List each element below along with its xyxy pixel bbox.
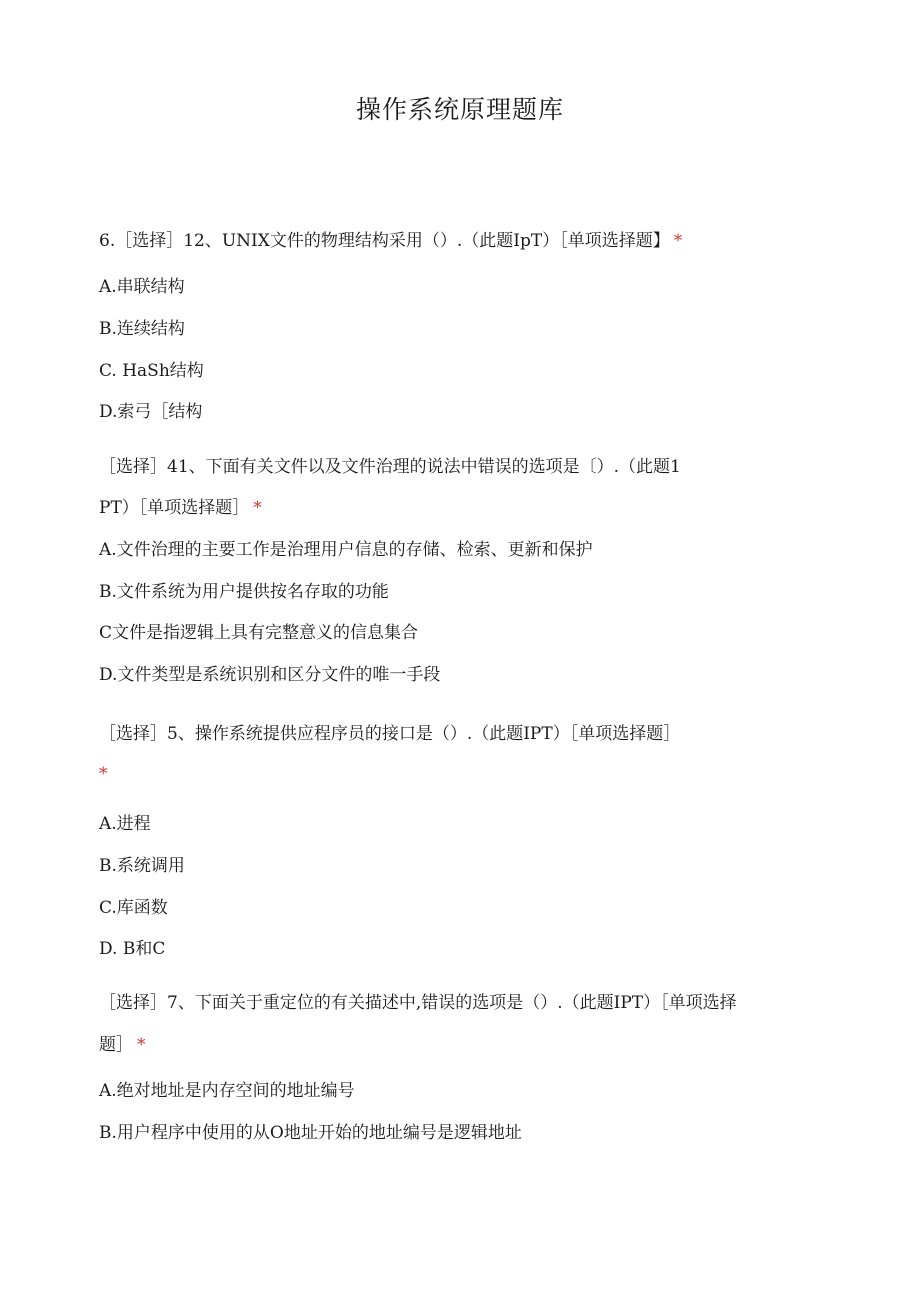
question-4-stem-line-1: ［选择］7、下面关于重定位的有关描述中,错误的选项是（）.（此题IPT）［单项选择: [99, 993, 737, 1013]
question-1-option-d: D.索弓［结构: [99, 402, 203, 422]
question-3-stem-line-1: ［选择］5、操作系统提供应程序员的接口是（）.（此题IPT）［单项选择题］: [99, 724, 681, 744]
question-4-stem-line-2: [99, 1033, 146, 1057]
question-1-text: 6.［选择］12、UNIX文件的物理结构采用（）.（此题IpT）［单项选择题】: [99, 231, 670, 251]
required-mark: *: [673, 231, 683, 251]
question-3-option-a: A.进程: [99, 814, 151, 834]
question-2-stem-line-1: ［选择］41、下面有关文件以及文件治理的说法中错误的选项是〔）.（此题1: [99, 457, 681, 477]
question-4-option-a: A.绝对地址是内存空间的地址编号: [99, 1081, 355, 1101]
page-title: 操作系统原理题库: [355, 95, 564, 124]
required-mark: *: [137, 1035, 146, 1055]
question-2-option-b: B.文件系统为用户提供按名存取的功能: [99, 582, 389, 602]
required-mark: *: [253, 498, 262, 518]
question-2-stem-line-2: [99, 496, 262, 520]
question-3-option-b: B.系统调用: [99, 856, 185, 876]
question-1-option-a: A.串联结构: [99, 277, 185, 297]
question-2-option-a: A.文件治理的主要工作是治理用户信息的存储、检索、更新和保护: [99, 540, 593, 560]
question-4-option-b: B.用户程序中使用的从O地址开始的地址编号是逻辑地址: [99, 1123, 522, 1143]
question-3-stem-line-2: [99, 762, 108, 786]
question-1-option-c: C. HaSh结构: [99, 361, 204, 381]
question-3-option-d: D. B和C: [99, 939, 166, 959]
question-2-text-cont: PT）［单项选择题］: [99, 498, 250, 518]
question-2-option-d: D.文件类型是系统识别和区分文件的唯一手段: [99, 665, 441, 685]
question-3-option-c: C.库函数: [99, 898, 168, 918]
question-2-option-c: C文件是指逻辑上具有完整意义的信息集合: [99, 623, 419, 643]
question-4-text-cont: 题］: [99, 1035, 133, 1055]
question-1-stem: [99, 229, 682, 253]
required-mark: *: [99, 764, 108, 784]
question-1-option-b: B.连续结构: [99, 319, 185, 339]
